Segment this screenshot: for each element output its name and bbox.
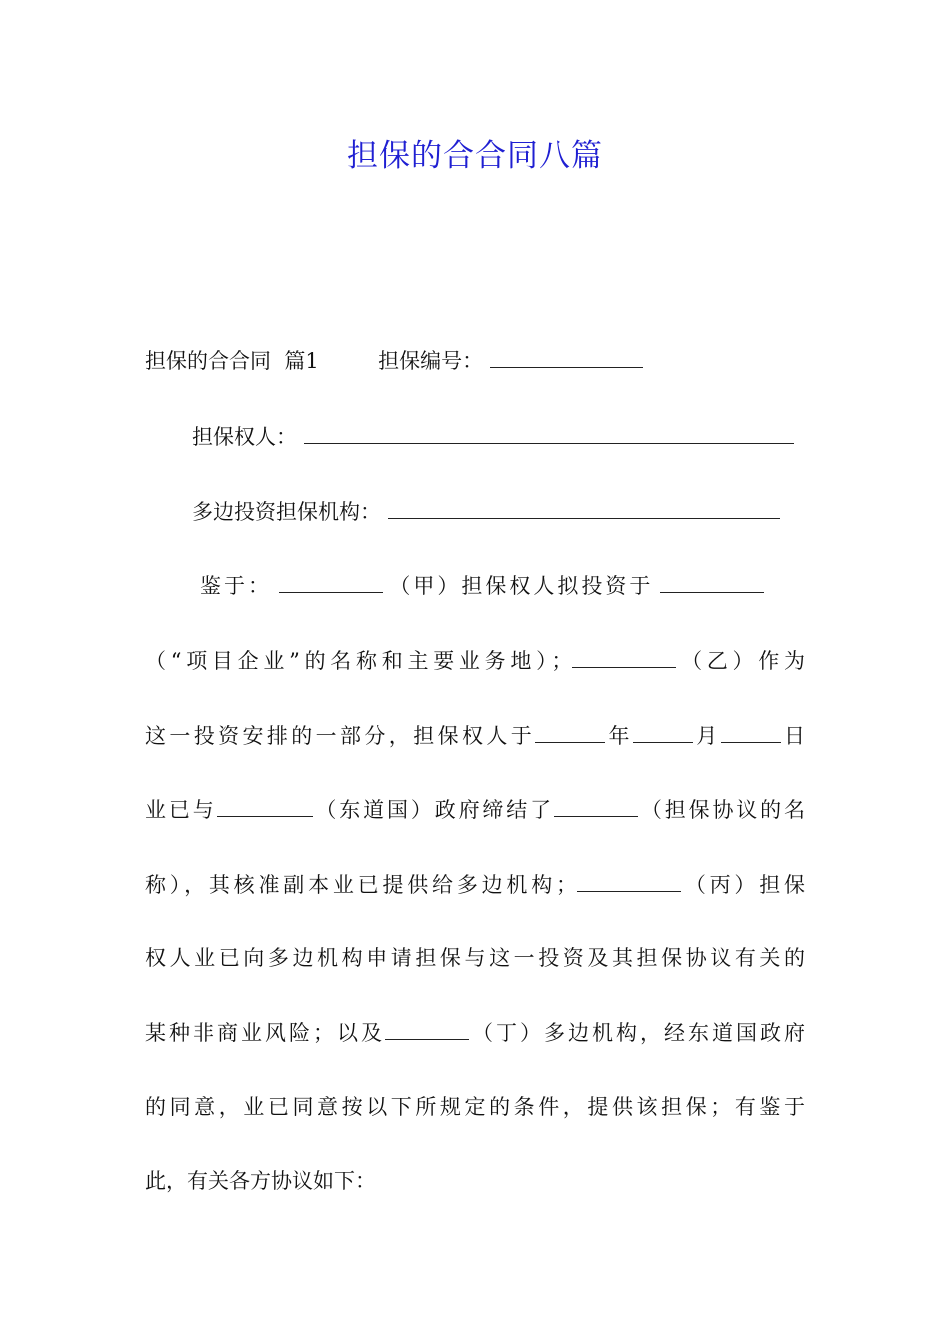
clause-d-field[interactable] [385,1017,469,1040]
serial-number-label: 担保编号： [378,349,484,373]
month-field[interactable] [633,720,693,743]
agency-line [192,496,780,527]
document-title: 担保的合合同八篇 [347,138,603,174]
body-text: 这一投资安排的一部分，担保权人于 [145,724,536,748]
body-text: （担保协议的名 [638,798,806,822]
day-field[interactable] [721,720,781,743]
body-line-6: 权人业已向多边机构申请担保与这一投资及其担保协议有关的 [145,946,805,970]
body-text: 业已与 [145,798,217,822]
body-line-8: 的同意，业已同意按以下所规定的条件，提供该担保；有鉴于 [145,1095,805,1119]
year-field[interactable] [535,720,605,743]
body-line-3 [145,720,805,751]
guarantee-holder-label: 担保权人： [192,425,297,449]
header-line [145,345,643,376]
day-label: 日 [780,724,806,748]
body-text: （东道国）政府缔结了 [312,798,555,822]
body-line-5 [145,869,805,900]
body-line-2 [145,645,805,676]
body-text: 称），其核准副本业已提供给多边机构； [145,873,578,897]
body-line-4 [145,794,805,825]
month-label: 月 [692,724,721,748]
body-text: （丙）担保 [681,873,806,897]
clause-b-field[interactable] [572,645,676,668]
whereas-label: 鉴于： [200,574,272,598]
body-line-1 [200,570,806,601]
section-heading: 担保的合合同 篇1 [145,349,319,373]
year-label: 年 [605,724,633,748]
clause-c-field[interactable] [577,869,681,892]
body-text: （“项目企业”的名称和主要业务地）； [145,649,573,673]
body-line-9: 此，有关各方协议如下： [145,1169,376,1193]
guarantee-holder-field[interactable] [304,421,794,444]
agreement-field[interactable] [554,794,638,817]
host-country-field[interactable] [217,794,313,817]
project-enterprise-field[interactable] [660,570,764,593]
body-text: （乙）作为 [676,649,805,673]
clause-a-text: （甲）担保权人拟投资于 [389,574,654,598]
body-text: （丁）多边机构，经东道国政府 [469,1021,805,1045]
agency-field[interactable] [388,496,780,519]
serial-number-field[interactable] [490,345,643,368]
body-line-7 [145,1017,805,1048]
party-a-field[interactable] [279,570,383,593]
body-text: 某种非商业风险；以及 [145,1021,385,1045]
agency-label: 多边投资担保机构： [192,500,381,524]
guarantee-holder-line [192,421,794,452]
